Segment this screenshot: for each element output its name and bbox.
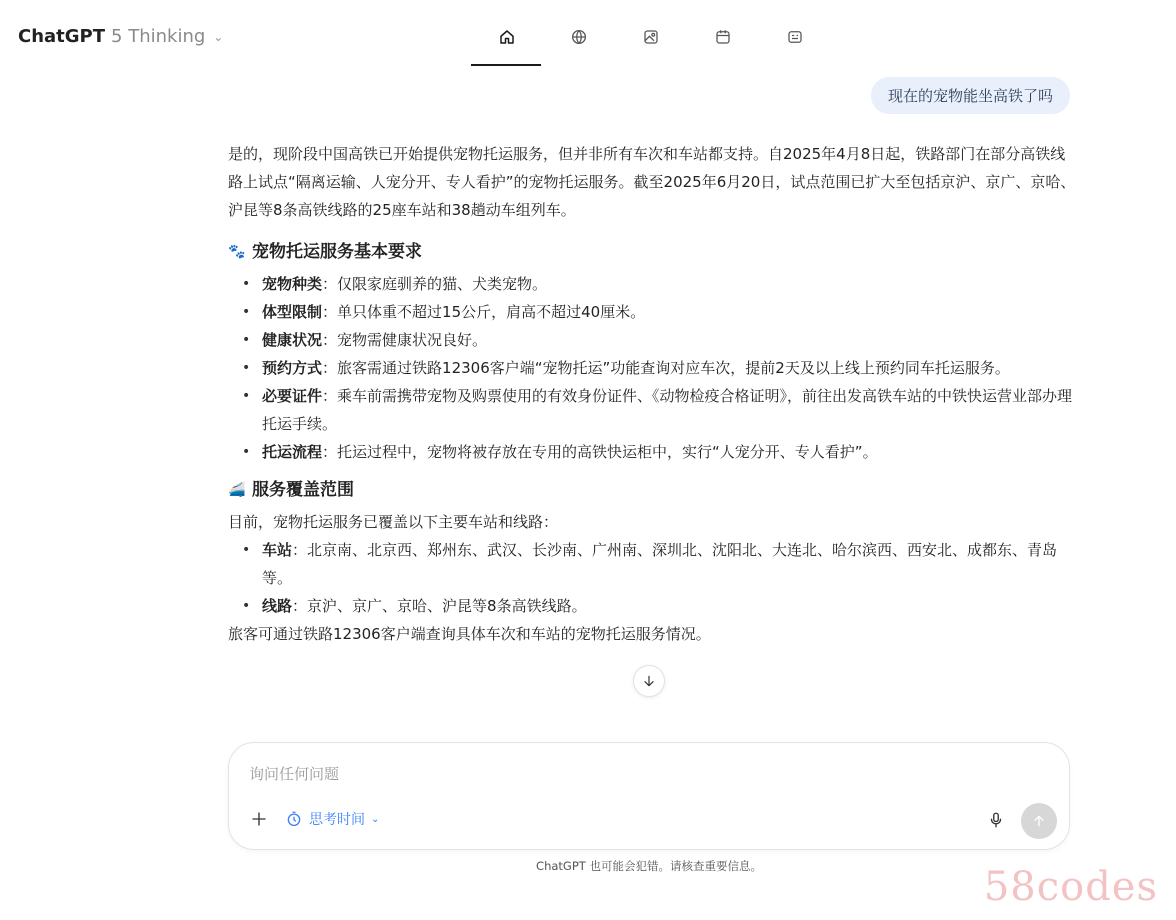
tab-calendar[interactable] [687, 22, 759, 66]
item-key: 车站 [262, 541, 293, 559]
item-sep: ： [322, 443, 338, 461]
list-item [242, 354, 1078, 382]
section-title: 服务覆盖范围 [252, 480, 354, 500]
answer-intro: 是的，现阶段中国高铁已开始提供宠物托运服务，但并非所有车次和车站都支持。自2025年4月8日起，铁路部门在部分高铁线路上试点“隔离运输、人宠分开、专人看护”的宠物托运服务。截至2025年6月20日，试点范围已扩大至包括京沪、京广、京哈、沪昆等8条高铁线路的25座车站和38趟动车组列车。 [228, 145, 1076, 219]
item-key: 线路 [262, 597, 293, 615]
item-sep: ： [322, 303, 338, 321]
timer-icon [285, 810, 303, 828]
item-key: 体型限制 [262, 303, 323, 321]
scroll-to-bottom-button[interactable] [633, 665, 665, 697]
list-item [242, 382, 1078, 438]
list-item [242, 326, 1078, 354]
calendar-icon [714, 28, 732, 46]
model-variant: 5 Thinking [111, 26, 206, 47]
item-text: 托运过程中，宠物将被存放在专用的高铁快运柜中，实行“人宠分开、专人看护”。 [337, 443, 878, 461]
item-key: 宠物种类 [262, 275, 323, 293]
item-sep: ： [292, 597, 308, 615]
thinking-time-button[interactable] [285, 809, 379, 829]
composer [228, 742, 1070, 850]
section-title: 宠物托运服务基本要求 [252, 242, 422, 262]
home-icon [498, 28, 516, 46]
model-switcher[interactable] [18, 26, 223, 47]
item-key: 必要证件 [262, 387, 323, 405]
chevron-down-icon: ⌄ [213, 29, 224, 44]
item-sep: ： [322, 331, 338, 349]
arrow-down-icon [641, 673, 657, 689]
tab-home[interactable] [471, 22, 543, 66]
item-text: 仅限家庭驯养的猫、犬类宠物。 [337, 275, 548, 293]
tab-image[interactable] [615, 22, 687, 66]
list-item [242, 438, 1078, 466]
thinking-time-label: 思考时间 [309, 812, 365, 828]
assistant-message [228, 140, 1078, 648]
image-icon [642, 28, 660, 46]
top-bar [0, 0, 1176, 70]
list-item [242, 592, 1078, 620]
item-key: 预约方式 [262, 359, 323, 377]
item-sep: ： [292, 541, 308, 559]
message-input[interactable] [249, 761, 949, 787]
card-icon [786, 28, 804, 46]
list-item [242, 270, 1078, 298]
item-text: 京沪、京广、京哈、沪昆等8条高铁线路。 [307, 597, 587, 615]
item-sep: ： [322, 387, 338, 405]
globe-icon [570, 28, 588, 46]
microphone-icon [987, 811, 1005, 829]
item-text: 宠物需健康状况良好。 [337, 331, 488, 349]
item-text: 旅客需通过铁路12306客户端“宠物托运”功能查询对应车次，提前2天及以上线上预约同车托运服务。 [337, 359, 1010, 377]
model-name: ChatGPT [18, 26, 106, 47]
watermark: 58codes [983, 864, 1158, 910]
list-item [242, 298, 1078, 326]
coverage-closing: 旅客可通过铁路12306客户端查询具体车次和车站的宠物托运服务情况。 [228, 625, 711, 643]
section-heading-coverage [228, 476, 1078, 504]
train-icon: 🚄 [228, 482, 246, 498]
item-key: 托运流程 [262, 443, 323, 461]
coverage-lead: 目前，宠物托运服务已覆盖以下主要车站和线路： [228, 513, 559, 531]
plus-icon [250, 810, 268, 828]
user-message: 现在的宠物能坐高铁了吗 [871, 77, 1070, 114]
item-text: 乘车前需携带宠物及购票使用的有效身份证件、《动物检疫合格证明》，前往出发高铁车站的中铁快运营业部办理托运手续。 [262, 387, 1073, 433]
list-item [242, 536, 1078, 592]
send-button[interactable] [1021, 803, 1057, 839]
item-sep: ： [322, 275, 338, 293]
tab-globe[interactable] [543, 22, 615, 66]
top-tabs [471, 22, 831, 66]
paw-icon: 🐾 [228, 244, 246, 260]
section-heading-requirements [228, 238, 1078, 266]
disclaimer: ChatGPT 也可能会犯错。请核查重要信息。 [536, 859, 762, 873]
item-text: 单只体重不超过15公斤，肩高不超过40厘米。 [337, 303, 646, 321]
item-text: 北京南、北京西、郑州东、武汉、长沙南、广州南、深圳北、沈阳北、大连北、哈尔滨西、西安北、成都东、青岛等。 [262, 541, 1058, 587]
item-sep: ： [322, 359, 338, 377]
voice-input-button[interactable] [985, 809, 1007, 831]
item-key: 健康状况 [262, 331, 323, 349]
requirements-list [228, 270, 1078, 466]
coverage-list [228, 536, 1078, 620]
tab-card[interactable] [759, 22, 831, 66]
chevron-down-icon: ⌄ [371, 813, 380, 825]
add-attachment-button[interactable] [247, 807, 271, 831]
arrow-up-icon [1031, 813, 1047, 829]
